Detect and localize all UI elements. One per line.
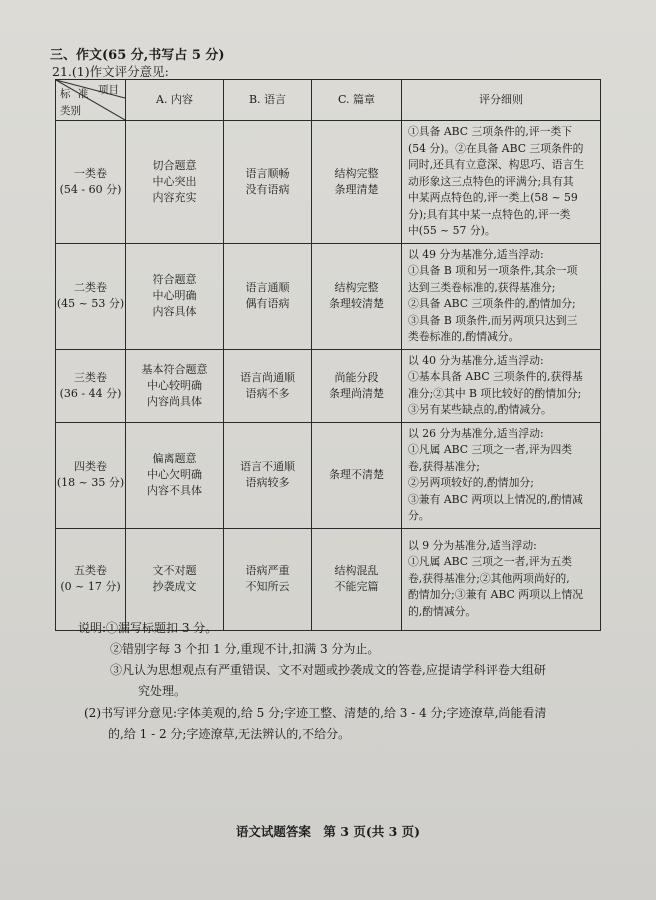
- writing-scoring-section: [84, 703, 614, 745]
- language-cell: [224, 243, 312, 349]
- details-text: (54 分)。②在具备 ABC 三项条件的: [408, 141, 584, 155]
- details-cell: [402, 349, 601, 422]
- details-cell: [402, 243, 601, 349]
- details-text: 以 26 分为基准分,适当浮动:: [408, 426, 544, 440]
- language-cell: [224, 528, 312, 630]
- structure-text: 条理不清楚: [329, 468, 384, 481]
- category-cell: [56, 349, 126, 422]
- category-text: 一类卷: [74, 166, 107, 180]
- category-text: (0 ~ 17 分): [60, 580, 121, 593]
- details-text: 卷,获得基准分;②其他两项尚好的,: [408, 571, 570, 585]
- corner-item-label: 项目: [98, 84, 119, 96]
- category-text: 二类卷: [74, 281, 107, 294]
- structure-text: 尚能分段: [334, 370, 379, 384]
- details-text: 准分;②其中 B 项比较好的酌情加分;: [408, 386, 582, 400]
- details-cell: [402, 422, 601, 528]
- content-cell: [126, 121, 224, 244]
- corner-header-cell: [56, 80, 126, 121]
- details-text: 动形象这三点特色的评满分;具有其: [408, 174, 574, 188]
- language-cell: [224, 121, 312, 244]
- header-structure: C. 篇章: [312, 80, 402, 121]
- page-footer: 语文试题答案 第 3 页(共 3 页): [235, 824, 421, 839]
- details-text: 的,酌情减分。: [408, 604, 477, 618]
- details-text: 中(55 ~ 57 分)。: [408, 224, 496, 237]
- details-text: ①凡属 ABC 三项之一者,评为四类: [408, 443, 573, 456]
- category-cell: [56, 121, 126, 244]
- content-text: 抄袭成文: [152, 580, 197, 593]
- structure-cell: [312, 528, 402, 630]
- table-row: [56, 528, 601, 630]
- header-details: 评分细则: [402, 80, 601, 121]
- details-text: ①具备 ABC 三项条件的,评一类下: [408, 125, 573, 138]
- content-text: 中心突出: [152, 174, 197, 188]
- table-header-row: [56, 80, 601, 121]
- details-text: 分);具有其中某一点特色的,评一类: [408, 207, 571, 221]
- structure-text: 不能完篇: [334, 580, 379, 593]
- category-text: 四类卷: [74, 460, 107, 473]
- details-text: ①基本具备 ABC 三项条件的,获得基: [408, 370, 583, 383]
- category-cell: [56, 243, 126, 349]
- category-text: (18 ~ 35 分): [56, 476, 125, 489]
- language-text: 不知所云: [245, 580, 290, 593]
- details-text: 分。: [408, 509, 430, 522]
- header-language: B. 语言: [224, 80, 312, 121]
- language-text: 语病较多: [245, 476, 290, 489]
- structure-text: 结构完整: [334, 166, 379, 180]
- structure-cell: [312, 422, 402, 528]
- language-text: 没有语病: [245, 182, 290, 196]
- notes-label: 说明:: [78, 621, 107, 635]
- content-text: 偏离题意: [152, 452, 197, 465]
- details-text: 以 49 分为基准分,适当浮动:: [408, 247, 544, 261]
- structure-cell: [312, 121, 402, 244]
- content-text: 中心欠明确: [147, 468, 202, 481]
- note-item: ①漏写标题扣 3 分。: [106, 621, 218, 635]
- language-text: 语言通顺: [245, 281, 290, 294]
- note-item: ③凡认为思想观点有严重错误、文不对题或抄袭成文的答卷,应提请学科评卷大组研: [110, 663, 546, 677]
- corner-category-label: 类别: [60, 105, 81, 117]
- category-text: (36 - 44 分): [59, 386, 122, 400]
- table-row: [56, 121, 601, 244]
- question-title: 21.(1)作文评分意见:: [52, 64, 169, 79]
- table-row: [56, 349, 601, 422]
- details-text: 同时,还具有立意深、构思巧、语言生: [408, 158, 585, 171]
- structure-text: 条理清楚: [334, 182, 379, 196]
- section-title: 三、作文(65 分,书写占 5 分): [50, 48, 225, 63]
- details-text: ①具备 B 项和另一项条件,其余一项: [408, 264, 578, 277]
- details-cell: [402, 121, 601, 244]
- language-cell: [224, 422, 312, 528]
- content-cell: [126, 349, 224, 422]
- details-text: 类卷标准的,酌情减分。: [408, 330, 520, 343]
- language-text: 语言不通顺: [240, 460, 295, 473]
- content-text: 内容具体: [152, 305, 197, 318]
- notes-section: [78, 618, 546, 702]
- language-text: 语病不多: [245, 386, 290, 400]
- details-text: 卷,获得基准分;: [408, 459, 480, 473]
- category-text: (45 ~ 53 分): [56, 297, 125, 310]
- table-row: [56, 243, 601, 349]
- content-text: 符合题意: [152, 273, 197, 286]
- writing-line: (2)书写评分意见:字体美观的,给 5 分;字迹工整、清楚的,给 3 - 4 分;字迹潦草,尚能看清: [84, 706, 547, 720]
- note-item: ②错别字每 3 个扣 1 分,重现不计,扣满 3 分为止。: [110, 642, 380, 656]
- details-text: 以 9 分为基准分,适当浮动:: [408, 538, 537, 552]
- details-text: ③兼有 ABC 两项以上情况的,酌情减: [408, 492, 583, 506]
- corner-standard-label: 标 准: [60, 88, 91, 100]
- language-text: 偶有语病: [245, 297, 290, 310]
- details-text: ①凡属 ABC 三项之一者,评为五类: [408, 555, 573, 569]
- structure-cell: [312, 349, 402, 422]
- scoring-table: [55, 79, 601, 631]
- content-cell: [126, 243, 224, 349]
- structure-text: 结构混乱: [334, 564, 379, 577]
- content-text: 内容尚具体: [147, 394, 202, 408]
- details-text: ③具备 B 项条件,而另两项只达到三: [408, 313, 578, 327]
- category-text: 三类卷: [74, 370, 107, 384]
- content-cell: [126, 422, 224, 528]
- table-row: [56, 422, 601, 528]
- category-text: 五类卷: [74, 564, 107, 577]
- details-text: 酌情加分;③兼有 ABC 两项以上情况: [408, 588, 584, 602]
- language-text: 语病严重: [245, 564, 290, 577]
- category-cell: [56, 422, 126, 528]
- language-text: 语言尚通顺: [240, 370, 295, 384]
- content-text: 内容不具体: [147, 484, 202, 497]
- structure-text: 结构完整: [334, 281, 379, 294]
- note-item: 究处理。: [138, 684, 187, 698]
- details-cell: [402, 528, 601, 630]
- details-text: 以 40 分为基准分,适当浮动:: [408, 353, 544, 367]
- content-text: 内容充实: [152, 190, 197, 204]
- content-cell: [126, 528, 224, 630]
- details-text: ③另有某些缺点的,酌情减分。: [408, 403, 552, 416]
- details-text: ②具备 ABC 三项条件的,酌情加分;: [408, 297, 576, 310]
- content-text: 中心较明确: [147, 378, 202, 392]
- category-cell: [56, 528, 126, 630]
- content-text: 基本符合题意: [141, 362, 208, 376]
- structure-cell: [312, 243, 402, 349]
- content-text: 切合题意: [152, 158, 197, 172]
- category-text: (54 - 60 分): [59, 182, 122, 196]
- content-text: 中心明确: [152, 289, 197, 302]
- details-text: 中某两点特色的,评一类上(58 ~ 59: [408, 191, 578, 204]
- structure-text: 条理较清楚: [329, 297, 384, 310]
- language-text: 语言顺畅: [245, 166, 290, 180]
- header-content: A. 内容: [126, 80, 224, 121]
- structure-text: 条理尚清楚: [329, 386, 384, 400]
- content-text: 文不对题: [152, 564, 197, 577]
- language-cell: [224, 349, 312, 422]
- writing-line: 的,给 1 - 2 分;字迹潦草,无法辨认的,不给分。: [108, 727, 351, 741]
- details-text: 达到三类卷标准的,获得基准分;: [408, 280, 556, 294]
- details-text: ②另两项较好的,酌情加分;: [408, 476, 534, 489]
